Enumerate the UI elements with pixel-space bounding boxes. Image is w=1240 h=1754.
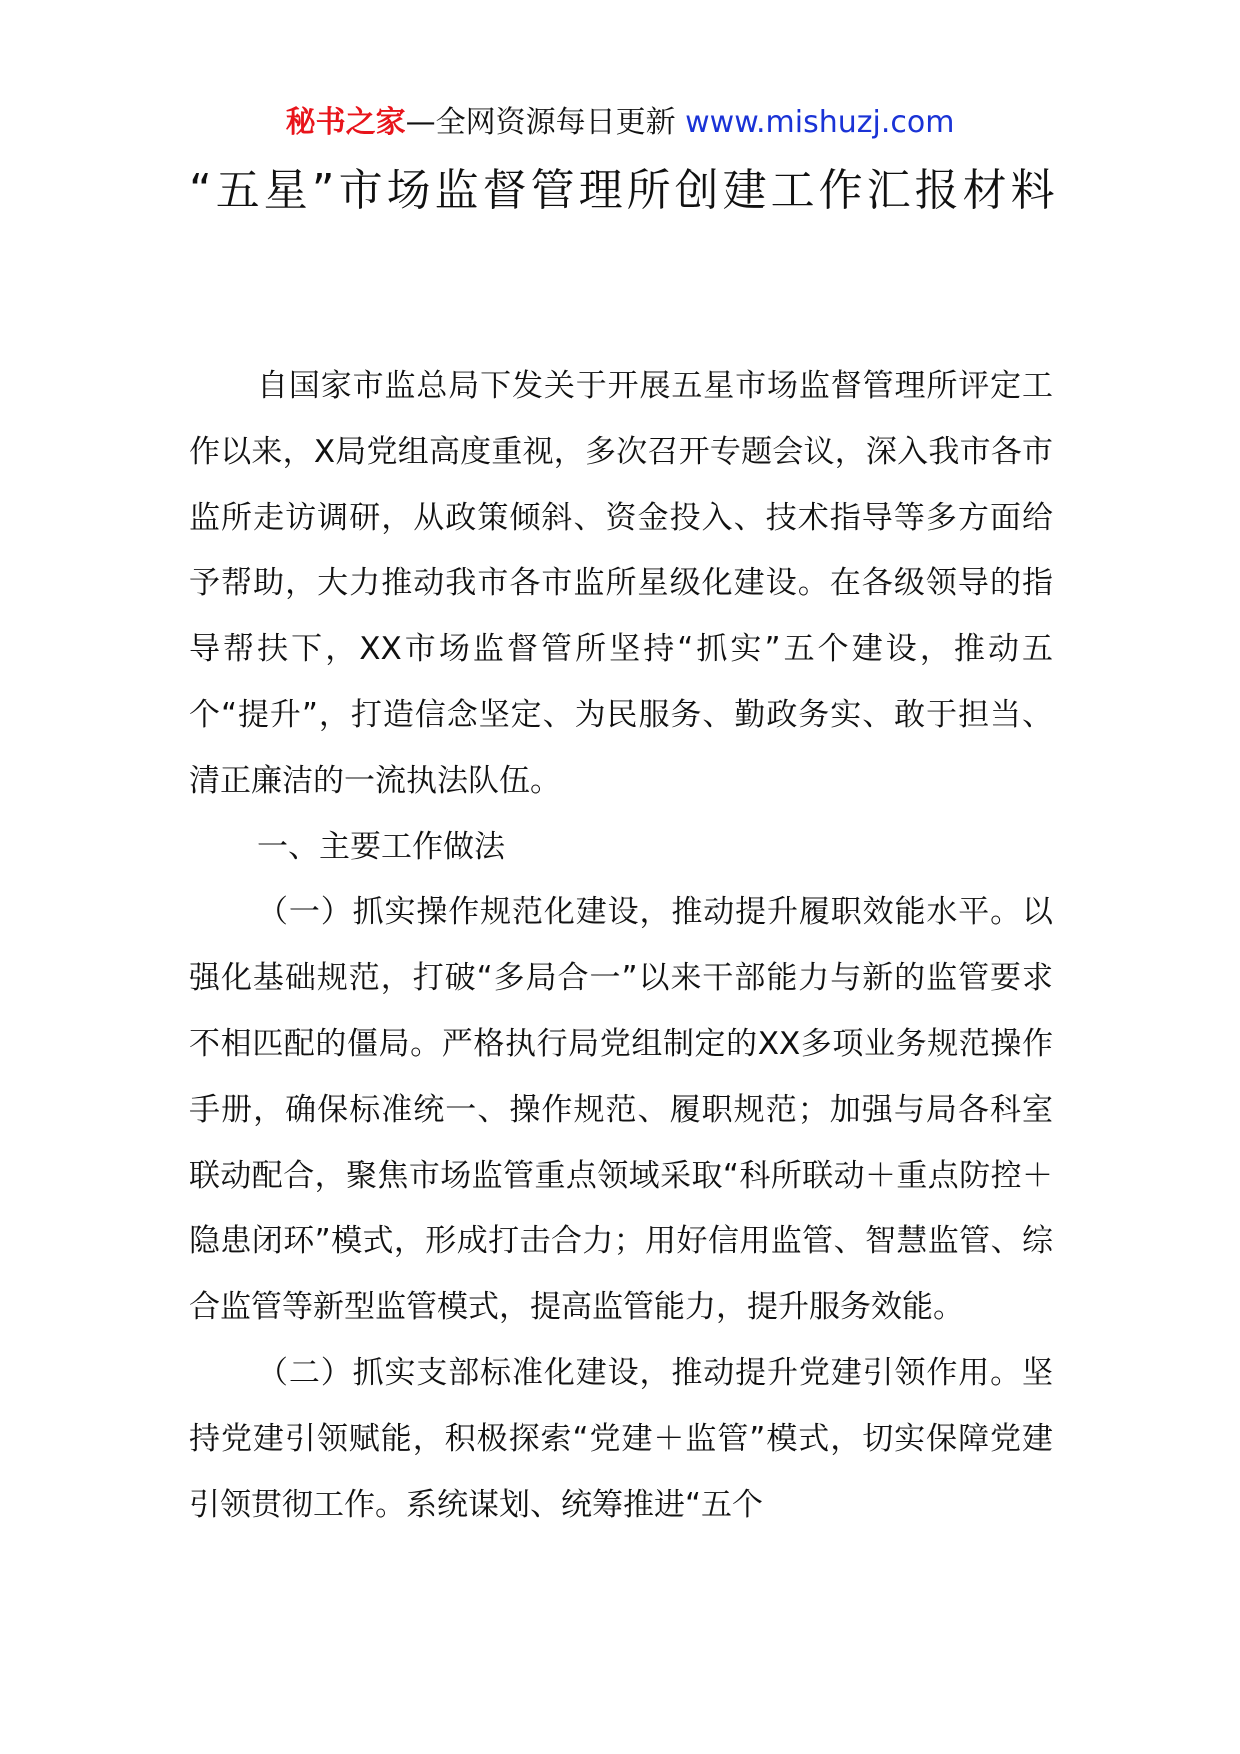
paragraph-section-1: （一）抓实操作规范化建设，推动提升履职效能水平。以强化基础规范，打破“多局合一”以来干部能力与新的监管要求不相匹配的僵局。严格执行局党组制定的XX多项业务规范操作手册，确保标准统一、操作规范、履职规范；加强与局各科室联动配合，聚焦市场监管重点领域采取“科所联动＋重点防控＋隐患闭环”模式，形成打击合力；用好信用监管、智慧监管、综合监管等新型监管模式，提高监管能力，提升服务效能。: [189, 894, 1053, 1326]
paragraph-intro: 自国家市监总局下发关于开展五星市场监督管理所评定工作以来，X局党组高度重视，多次召开专题会议，深入我市各市监所走访调研，从政策倾斜、资金投入、技术指导等多方面给予帮助，大力推动我市各市监所星级化建设。在各级领导的指导帮扶下，XX市场监督管所坚持“抓实”五个建设，推动五个“提升”，打造信念坚定、为民服务、勤政务实、敢于担当、清正廉洁的一流执法队伍。: [189, 368, 1053, 799]
section-heading: 一、主要工作做法: [257, 828, 505, 865]
header-tagline: —全网资源每日更新: [405, 105, 676, 140]
document-body: [189, 354, 1053, 1538]
page-header: [0, 100, 1240, 146]
document-title: “五星”市场监督管理所创建工作汇报材料: [189, 165, 1059, 216]
website-url[interactable]: www.mishuzj.com: [685, 105, 955, 140]
brand-name: 秘书之家: [285, 105, 406, 140]
paragraph-section-2: （二）抓实支部标准化建设，推动提升党建引领作用。坚持党建引领赋能，积极探索“党建＋监管”模式，切实保障党建引领贯彻工作。系统谋划、统筹推进“五个: [189, 1354, 1053, 1523]
